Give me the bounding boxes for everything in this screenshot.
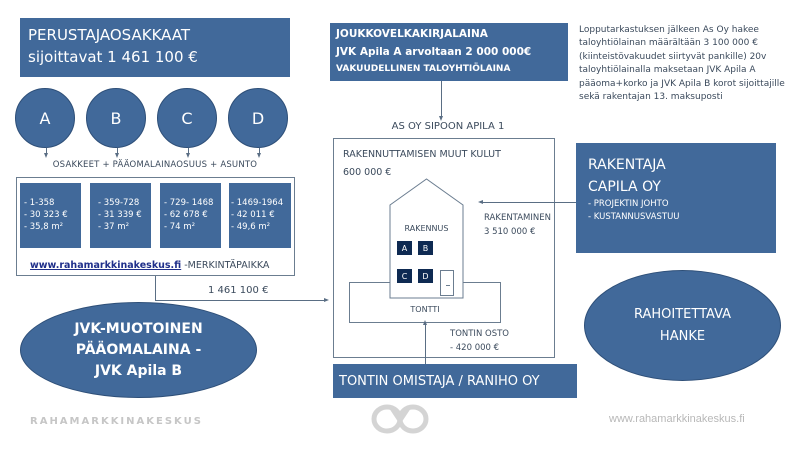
arrow-b [117, 148, 118, 154]
plot-label: TONTTI [410, 305, 440, 314]
other-costs [343, 146, 501, 182]
circle-label: A [39, 108, 51, 128]
builder-item: - KUSTANNUSVASTUU [588, 212, 680, 222]
share-group-d [229, 183, 291, 248]
construction-value: 3 510 000 € [484, 227, 536, 237]
brand-logo-icon [370, 401, 430, 437]
shareholder-circle-b [86, 88, 146, 148]
unit-a: A [397, 241, 412, 255]
other-costs-value: 600 000 € [343, 167, 392, 178]
share-range: - 1-358 [24, 198, 55, 208]
subscription-place [30, 260, 269, 271]
loan-note: Lopputarkastuksen jälkeen As Oy hakee taloyhtiölainan määrältään 3 100 000 € (kiinteistövakuudet siirtyvät pankille) 20v taloyhtiölainalla maksetaan JVK Apila A pääoma+korko ja JVK Apila B korot sijoittajille sekä rakentajan 13. maksuposti [579, 25, 785, 103]
project-ellipse [584, 270, 781, 381]
plot-purchase-label: TONTIN OSTO [450, 329, 509, 339]
other-costs-label: RAKENNUTTAMISEN MUUT KULUT [343, 149, 501, 160]
share-group-c [160, 183, 221, 248]
project-line1: RAHOITETTAVA [633, 306, 732, 322]
flow-arrow-to-company [155, 300, 325, 301]
builder-title-line2: CAPILA OY [588, 179, 661, 195]
share-range: - 359-728 [98, 198, 140, 208]
shareholder-circle-d [228, 88, 288, 148]
jvk-a-arrow [441, 81, 442, 117]
share-price: - 42 011 € [231, 210, 275, 220]
construction-cost [484, 211, 551, 239]
flow-amount: 1 461 100 € [208, 285, 269, 296]
unit-c: C [397, 269, 412, 283]
door-icon [440, 270, 454, 296]
jvk-b-line1: JVK-MUOTOINEN [74, 320, 203, 337]
circle-label: B [110, 108, 122, 128]
housing-company-name: AS OY SIPOON APILA 1 [391, 121, 505, 132]
jvk-a-box [330, 23, 568, 81]
circle-label: C [181, 108, 193, 128]
builder-item: - PROJEKTIN JOHTO [588, 199, 669, 209]
plot-purchase [450, 327, 509, 355]
arrow-c [188, 148, 189, 154]
plot-owner-arrow [425, 324, 426, 364]
arrow-a [46, 148, 47, 154]
share-area: - 35,8 m² [24, 222, 64, 232]
subscription-link[interactable]: www.rahamarkkinakeskus.fi [30, 260, 182, 271]
jvk-a-line1: JOUKKOVELKAKIRJALAINA [336, 28, 488, 40]
circle-label: D [251, 108, 265, 128]
brand-wordmark: RAHAMARKKINAKESKUS [30, 416, 203, 427]
builder-box [576, 143, 776, 253]
builder-arrow [482, 202, 576, 203]
jvk-b-line2: PÄÄOMALAINA - [75, 341, 202, 358]
jvk-a-line3: VAKUUDELLINEN TALOYHTIÖLAINA [336, 64, 511, 74]
project-line2: HANKE [659, 328, 706, 344]
share-range: - 729- 1468 [164, 198, 214, 208]
subscription-suffix: -MERKINTÄPAIKKA [181, 260, 270, 271]
share-price: - 30 323 € [24, 210, 68, 220]
share-price: - 31 339 € [98, 210, 142, 220]
jvk-b-ellipse [20, 302, 257, 398]
share-price: - 62 678 € [164, 210, 208, 220]
share-area: - 74 m² [164, 222, 195, 232]
share-group-b [90, 183, 151, 248]
shareholder-circle-a [15, 88, 75, 148]
share-range: - 1469-1964 [231, 198, 284, 208]
investors-subtitle: sijoittavat 1 461 100 € [28, 48, 198, 66]
construction-label: RAKENTAMINEN [484, 213, 551, 223]
shares-label: OSAKKEET + PÄÄOMALAINAOSUUS + ASUNTO [52, 160, 258, 170]
arrow-d [259, 148, 260, 154]
plot-purchase-value: - 420 000 € [450, 343, 500, 353]
unit-b: B [418, 241, 433, 255]
footer-url: www.rahamarkkinakeskus.fi [609, 413, 745, 425]
share-group-a [20, 183, 81, 248]
building-label: RAKENNUS [404, 224, 449, 233]
jvk-a-line2: JVK Apila A arvoltaan 2 000 000€ [336, 46, 532, 58]
investors-box [20, 18, 290, 77]
share-area: - 49,6 m² [231, 222, 271, 232]
investors-title: PERUSTAJAOSAKKAAT [28, 26, 191, 44]
plot-owner-box: TONTIN OMISTAJA / RANIHO OY [333, 364, 577, 398]
builder-title-line1: RAKENTAJA [588, 157, 666, 173]
shareholder-circle-c [157, 88, 217, 148]
flow-line-vertical [155, 276, 156, 300]
share-area: - 37 m² [98, 222, 129, 232]
jvk-b-line3: JVK Apila B [94, 362, 183, 379]
unit-d: D [418, 269, 433, 283]
